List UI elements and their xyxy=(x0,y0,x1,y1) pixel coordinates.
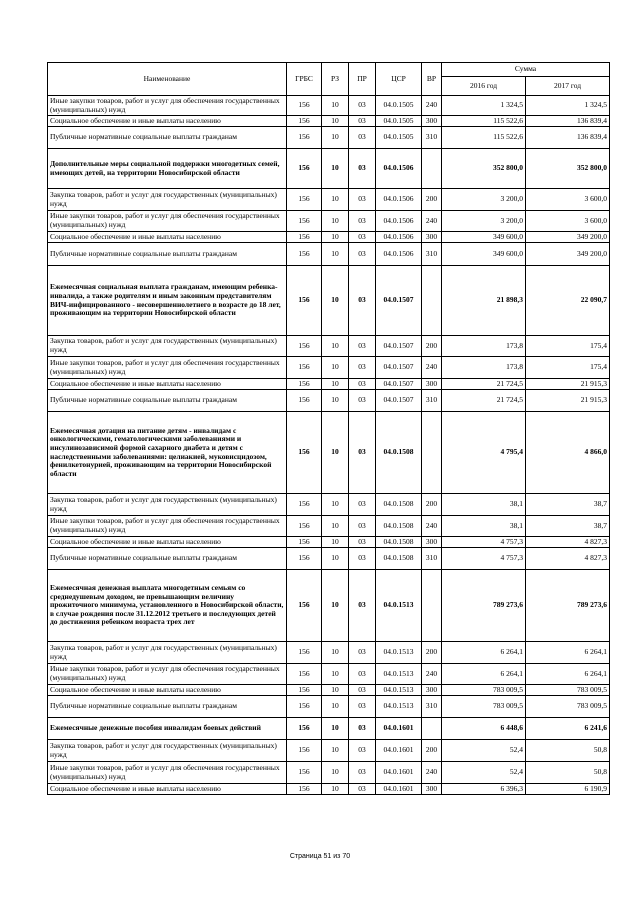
row-pr: 03 xyxy=(349,740,376,762)
row-amount-2017: 50,8 xyxy=(526,740,610,762)
row-amount-2016: 4 757,3 xyxy=(442,537,526,548)
row-name: Закупка товаров, работ и услуг для государственных (муниципальных) нужд xyxy=(48,740,287,762)
row-vr: 240 xyxy=(422,664,442,685)
row-pr: 03 xyxy=(349,685,376,696)
row-csr: 04.0.1507 xyxy=(376,266,422,336)
row-rz: 10 xyxy=(322,642,349,664)
row-grbs: 156 xyxy=(287,516,322,537)
row-rz: 10 xyxy=(322,357,349,379)
row-grbs: 156 xyxy=(287,96,322,116)
row-vr: 310 xyxy=(422,390,442,412)
row-grbs: 156 xyxy=(287,740,322,762)
row-grbs: 156 xyxy=(287,116,322,127)
table-row xyxy=(48,696,610,718)
row-pr: 03 xyxy=(349,379,376,390)
row-grbs: 156 xyxy=(287,548,322,570)
row-grbs: 156 xyxy=(287,149,322,189)
row-pr: 03 xyxy=(349,336,376,357)
row-amount-2017: 175,4 xyxy=(526,336,610,357)
row-pr: 03 xyxy=(349,412,376,494)
row-name: Ежемесячная дотация на питание детям - инвалидам с онкологическими, гематологическими заболеваниями и инсулинозависимой формой сахарного диабета и детям с наследственными заболеваниями: целиакией, муковисцидозом, фенилкетонурией, проживающим на территории Новосибирской области xyxy=(48,412,287,494)
row-csr: 04.0.1513 xyxy=(376,696,422,718)
row-amount-2016: 21 724,5 xyxy=(442,379,526,390)
row-name: Социальное обеспечение и иные выплаты населению xyxy=(48,685,287,696)
row-pr: 03 xyxy=(349,211,376,232)
row-grbs: 156 xyxy=(287,537,322,548)
row-grbs: 156 xyxy=(287,412,322,494)
row-csr: 04.0.1601 xyxy=(376,762,422,784)
row-name: Социальное обеспечение и иные выплаты населению xyxy=(48,116,287,127)
row-amount-2017: 22 090,7 xyxy=(526,266,610,336)
row-name: Публичные нормативные социальные выплаты гражданам xyxy=(48,127,287,149)
row-grbs: 156 xyxy=(287,642,322,664)
row-rz: 10 xyxy=(322,116,349,127)
row-rz: 10 xyxy=(322,232,349,243)
row-grbs: 156 xyxy=(287,232,322,243)
row-rz: 10 xyxy=(322,696,349,718)
row-csr: 04.0.1513 xyxy=(376,664,422,685)
row-csr: 04.0.1506 xyxy=(376,189,422,211)
table-row xyxy=(48,232,610,243)
row-rz: 10 xyxy=(322,762,349,784)
row-csr: 04.0.1507 xyxy=(376,336,422,357)
row-amount-2016: 52,4 xyxy=(442,762,526,784)
header-name: Наименование xyxy=(48,63,287,96)
table-row xyxy=(48,189,610,211)
row-grbs: 156 xyxy=(287,127,322,149)
row-rz: 10 xyxy=(322,390,349,412)
row-rz: 10 xyxy=(322,494,349,516)
row-csr: 04.0.1505 xyxy=(376,127,422,149)
row-name: Публичные нормативные социальные выплаты гражданам xyxy=(48,548,287,570)
row-rz: 10 xyxy=(322,570,349,642)
row-grbs: 156 xyxy=(287,336,322,357)
row-csr: 04.0.1508 xyxy=(376,516,422,537)
row-csr: 04.0.1508 xyxy=(376,548,422,570)
table-row xyxy=(48,718,610,740)
row-pr: 03 xyxy=(349,96,376,116)
table-row xyxy=(48,642,610,664)
page-number: Страница 51 из 70 xyxy=(289,853,351,860)
row-amount-2016: 3 200,0 xyxy=(442,189,526,211)
row-amount-2016: 38,1 xyxy=(442,494,526,516)
row-csr: 04.0.1506 xyxy=(376,211,422,232)
table-row xyxy=(48,516,610,537)
row-rz: 10 xyxy=(322,379,349,390)
row-grbs: 156 xyxy=(287,718,322,740)
row-rz: 10 xyxy=(322,266,349,336)
table-row xyxy=(48,494,610,516)
row-pr: 03 xyxy=(349,718,376,740)
row-amount-2016: 6 264,1 xyxy=(442,642,526,664)
row-name: Иные закупки товаров, работ и услуг для обеспечения государственных (муниципальных) нужд xyxy=(48,357,287,379)
row-amount-2017: 352 800,0 xyxy=(526,149,610,189)
row-pr: 03 xyxy=(349,149,376,189)
row-pr: 03 xyxy=(349,762,376,784)
row-amount-2017: 21 915,3 xyxy=(526,390,610,412)
table-body xyxy=(48,96,610,795)
table-row xyxy=(48,685,610,696)
row-name: Социальное обеспечение и иные выплаты населению xyxy=(48,379,287,390)
row-vr xyxy=(422,412,442,494)
row-amount-2016: 789 273,6 xyxy=(442,570,526,642)
row-vr: 300 xyxy=(422,379,442,390)
table-row xyxy=(48,127,610,149)
row-amount-2017: 38,7 xyxy=(526,494,610,516)
row-pr: 03 xyxy=(349,390,376,412)
row-name: Дополнительные меры социальной поддержки многодетных семей, имеющих детей, на территории Новосибирской области xyxy=(48,149,287,189)
row-pr: 03 xyxy=(349,696,376,718)
row-csr: 04.0.1506 xyxy=(376,232,422,243)
row-name: Публичные нормативные социальные выплаты гражданам xyxy=(48,696,287,718)
row-vr xyxy=(422,149,442,189)
table-row xyxy=(48,266,610,336)
row-name: Закупка товаров, работ и услуг для государственных (муниципальных) нужд xyxy=(48,494,287,516)
table-row xyxy=(48,211,610,232)
row-amount-2016: 4 795,4 xyxy=(442,412,526,494)
row-grbs: 156 xyxy=(287,189,322,211)
row-vr: 300 xyxy=(422,232,442,243)
table-row xyxy=(48,379,610,390)
row-amount-2016: 4 757,3 xyxy=(442,548,526,570)
row-pr: 03 xyxy=(349,516,376,537)
row-amount-2017: 349 200,0 xyxy=(526,243,610,266)
row-amount-2016: 6 396,3 xyxy=(442,784,526,795)
row-amount-2016: 115 522,6 xyxy=(442,127,526,149)
table-row xyxy=(48,740,610,762)
row-amount-2016: 52,4 xyxy=(442,740,526,762)
table-row xyxy=(48,412,610,494)
row-amount-2016: 21 724,5 xyxy=(442,390,526,412)
header-vr: ВР xyxy=(422,63,442,96)
row-csr: 04.0.1508 xyxy=(376,494,422,516)
row-grbs: 156 xyxy=(287,494,322,516)
table-row xyxy=(48,390,610,412)
row-csr: 04.0.1505 xyxy=(376,96,422,116)
row-pr: 03 xyxy=(349,664,376,685)
row-amount-2016: 6 264,1 xyxy=(442,664,526,685)
header-csr: ЦСР xyxy=(376,63,422,96)
row-name: Иные закупки товаров, работ и услуг для обеспечения государственных (муниципальных) нужд xyxy=(48,96,287,116)
row-name: Социальное обеспечение и иные выплаты населению xyxy=(48,537,287,548)
row-csr: 04.0.1601 xyxy=(376,718,422,740)
row-amount-2017: 21 915,3 xyxy=(526,379,610,390)
row-amount-2017: 4 827,3 xyxy=(526,548,610,570)
row-amount-2017: 789 273,6 xyxy=(526,570,610,642)
row-vr: 300 xyxy=(422,784,442,795)
header-year-2016: 2016 год xyxy=(442,77,526,96)
row-name: Закупка товаров, работ и услуг для государственных (муниципальных) нужд xyxy=(48,642,287,664)
row-pr: 03 xyxy=(349,189,376,211)
row-amount-2016: 352 800,0 xyxy=(442,149,526,189)
row-name: Закупка товаров, работ и услуг для государственных (муниципальных) нужд xyxy=(48,189,287,211)
row-rz: 10 xyxy=(322,189,349,211)
row-name: Ежемесячная социальная выплата гражданам, имеющим ребенка-инвалида, а также родителям и иным законным представителям ВИЧ-инфицированного - несовершеннолетнего в возрасте до 18 лет, проживающим на территории Новосибирской области xyxy=(48,266,287,336)
row-rz: 10 xyxy=(322,149,349,189)
row-name: Публичные нормативные социальные выплаты гражданам xyxy=(48,243,287,266)
row-vr: 310 xyxy=(422,696,442,718)
header-rz: РЗ xyxy=(322,63,349,96)
row-rz: 10 xyxy=(322,548,349,570)
row-rz: 10 xyxy=(322,718,349,740)
row-csr: 04.0.1508 xyxy=(376,412,422,494)
row-csr: 04.0.1513 xyxy=(376,685,422,696)
row-grbs: 156 xyxy=(287,357,322,379)
row-csr: 04.0.1506 xyxy=(376,243,422,266)
row-vr: 240 xyxy=(422,211,442,232)
row-name: Публичные нормативные социальные выплаты гражданам xyxy=(48,390,287,412)
row-vr: 200 xyxy=(422,494,442,516)
row-vr: 240 xyxy=(422,516,442,537)
row-vr xyxy=(422,266,442,336)
row-rz: 10 xyxy=(322,96,349,116)
row-name: Иные закупки товаров, работ и услуг для обеспечения государственных (муниципальных) нужд xyxy=(48,762,287,784)
row-vr: 300 xyxy=(422,537,442,548)
row-csr: 04.0.1507 xyxy=(376,390,422,412)
table-row xyxy=(48,570,610,642)
row-pr: 03 xyxy=(349,266,376,336)
row-amount-2017: 4 866,0 xyxy=(526,412,610,494)
row-csr: 04.0.1513 xyxy=(376,642,422,664)
row-name: Социальное обеспечение и иные выплаты населению xyxy=(48,232,287,243)
row-vr: 240 xyxy=(422,96,442,116)
row-grbs: 156 xyxy=(287,243,322,266)
table-row xyxy=(48,357,610,379)
header-year-2017: 2017 год xyxy=(526,77,610,96)
row-amount-2016: 783 009,5 xyxy=(442,696,526,718)
table-row xyxy=(48,336,610,357)
row-pr: 03 xyxy=(349,127,376,149)
row-name: Социальное обеспечение и иные выплаты населению xyxy=(48,784,287,795)
table-row xyxy=(48,762,610,784)
table-row xyxy=(48,537,610,548)
row-amount-2017: 6 190,9 xyxy=(526,784,610,795)
row-vr: 300 xyxy=(422,116,442,127)
row-grbs: 156 xyxy=(287,685,322,696)
row-amount-2016: 6 448,6 xyxy=(442,718,526,740)
table-row xyxy=(48,548,610,570)
row-grbs: 156 xyxy=(287,266,322,336)
row-name: Иные закупки товаров, работ и услуг для обеспечения государственных (муниципальных) нужд xyxy=(48,516,287,537)
row-vr: 300 xyxy=(422,685,442,696)
row-vr: 200 xyxy=(422,642,442,664)
row-csr: 04.0.1508 xyxy=(376,537,422,548)
row-amount-2017: 1 324,5 xyxy=(526,96,610,116)
row-amount-2016: 173,8 xyxy=(442,357,526,379)
row-vr: 200 xyxy=(422,336,442,357)
row-vr xyxy=(422,718,442,740)
row-name: Иные закупки товаров, работ и услуг для обеспечения государственных (муниципальных) нужд xyxy=(48,664,287,685)
row-amount-2016: 349 600,0 xyxy=(442,243,526,266)
row-amount-2017: 783 009,5 xyxy=(526,685,610,696)
row-amount-2016: 173,8 xyxy=(442,336,526,357)
row-pr: 03 xyxy=(349,537,376,548)
row-vr: 310 xyxy=(422,243,442,266)
row-amount-2017: 4 827,3 xyxy=(526,537,610,548)
row-rz: 10 xyxy=(322,336,349,357)
row-rz: 10 xyxy=(322,740,349,762)
row-rz: 10 xyxy=(322,211,349,232)
row-name: Ежемесячные денежные пособия инвалидам боевых действий xyxy=(48,718,287,740)
row-vr: 200 xyxy=(422,740,442,762)
row-csr: 04.0.1506 xyxy=(376,149,422,189)
row-amount-2017: 136 839,4 xyxy=(526,127,610,149)
row-grbs: 156 xyxy=(287,570,322,642)
row-grbs: 156 xyxy=(287,390,322,412)
row-grbs: 156 xyxy=(287,696,322,718)
row-amount-2017: 3 600,0 xyxy=(526,211,610,232)
row-rz: 10 xyxy=(322,412,349,494)
row-csr: 04.0.1601 xyxy=(376,784,422,795)
row-rz: 10 xyxy=(322,516,349,537)
row-rz: 10 xyxy=(322,664,349,685)
row-amount-2017: 6 241,6 xyxy=(526,718,610,740)
row-amount-2016: 115 522,6 xyxy=(442,116,526,127)
row-pr: 03 xyxy=(349,232,376,243)
row-grbs: 156 xyxy=(287,379,322,390)
row-pr: 03 xyxy=(349,570,376,642)
row-vr xyxy=(422,570,442,642)
row-pr: 03 xyxy=(349,494,376,516)
row-amount-2016: 1 324,5 xyxy=(442,96,526,116)
row-amount-2017: 783 009,5 xyxy=(526,696,610,718)
row-amount-2016: 3 200,0 xyxy=(442,211,526,232)
row-pr: 03 xyxy=(349,642,376,664)
row-amount-2016: 349 600,0 xyxy=(442,232,526,243)
row-amount-2017: 175,4 xyxy=(526,357,610,379)
row-amount-2017: 38,7 xyxy=(526,516,610,537)
header-sum: Сумма xyxy=(442,63,610,77)
table-row xyxy=(48,116,610,127)
row-vr: 240 xyxy=(422,762,442,784)
row-grbs: 156 xyxy=(287,784,322,795)
row-amount-2016: 21 898,3 xyxy=(442,266,526,336)
row-csr: 04.0.1513 xyxy=(376,570,422,642)
row-rz: 10 xyxy=(322,127,349,149)
row-vr: 200 xyxy=(422,189,442,211)
row-grbs: 156 xyxy=(287,664,322,685)
row-name: Закупка товаров, работ и услуг для государственных (муниципальных) нужд xyxy=(48,336,287,357)
row-vr: 240 xyxy=(422,357,442,379)
row-csr: 04.0.1507 xyxy=(376,379,422,390)
row-amount-2017: 50,8 xyxy=(526,762,610,784)
row-pr: 03 xyxy=(349,357,376,379)
row-amount-2017: 136 839,4 xyxy=(526,116,610,127)
header-grbs: ГРБС xyxy=(287,63,322,96)
row-amount-2017: 349 200,0 xyxy=(526,232,610,243)
header-pr: ПР xyxy=(349,63,376,96)
row-name: Иные закупки товаров, работ и услуг для обеспечения государственных (муниципальных) нужд xyxy=(48,211,287,232)
row-vr: 310 xyxy=(422,548,442,570)
row-amount-2016: 38,1 xyxy=(442,516,526,537)
budget-table xyxy=(47,62,610,795)
table-row xyxy=(48,664,610,685)
row-name: Ежемесячная денежная выплата многодетным семьям со среднедушевым доходом, не превышающим величину прожиточного минимума, установленного в Новосибирской области, в случае рождения после 31.12.2012 третьего и последующих детей до достижения ребенком возраста трех лет xyxy=(48,570,287,642)
table-row xyxy=(48,96,610,116)
table-row xyxy=(48,243,610,266)
row-rz: 10 xyxy=(322,537,349,548)
row-vr: 310 xyxy=(422,127,442,149)
row-rz: 10 xyxy=(322,243,349,266)
row-pr: 03 xyxy=(349,243,376,266)
row-amount-2017: 3 600,0 xyxy=(526,189,610,211)
row-pr: 03 xyxy=(349,784,376,795)
row-grbs: 156 xyxy=(287,762,322,784)
row-pr: 03 xyxy=(349,116,376,127)
row-rz: 10 xyxy=(322,685,349,696)
table-row xyxy=(48,149,610,189)
row-amount-2017: 6 264,1 xyxy=(526,642,610,664)
row-pr: 03 xyxy=(349,548,376,570)
row-amount-2016: 783 009,5 xyxy=(442,685,526,696)
row-csr: 04.0.1601 xyxy=(376,740,422,762)
row-rz: 10 xyxy=(322,784,349,795)
row-csr: 04.0.1507 xyxy=(376,357,422,379)
row-csr: 04.0.1505 xyxy=(376,116,422,127)
row-amount-2017: 6 264,1 xyxy=(526,664,610,685)
row-grbs: 156 xyxy=(287,211,322,232)
table-row xyxy=(48,784,610,795)
